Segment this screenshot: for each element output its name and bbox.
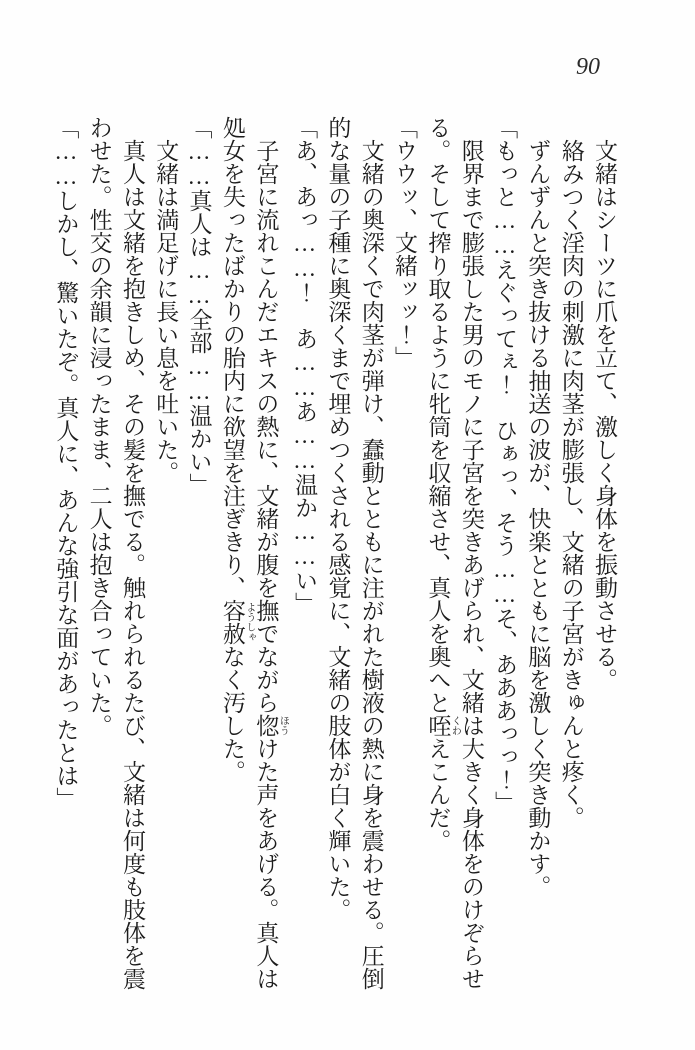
- page-number: 90: [576, 54, 600, 80]
- furigana-annotated-word: 咥 くわ: [425, 714, 461, 737]
- paragraph: 「……真人は……全部……温かい」: [186, 116, 212, 496]
- paragraph: 「……しかし、驚いたぞ。真人に、あんな強引な面があったとは」: [53, 116, 79, 810]
- paragraph: 文緒はシーツに爪を立て、激しく身体を振動させる。: [592, 139, 617, 691]
- paragraph: 子宮に流れこんだエキスの熱に、文緒が腹を撫でながら惚 ほうけた声をあげる。真人は処女を失ったばかりの胎内に欲望を注ぎきり、容赦 ようしゃなく汚した。: [219, 116, 289, 990]
- paragraph: 「あ、あっ……！ あ……あ……温か……い」: [292, 116, 318, 615]
- paragraph: 文緒の奥深くで肉茎が弾け、蠢動とともに注がれた樹液の熱に身を震わせる。圧倒的な量の子種に奥深くまで埋めつくされる感覚に、文緒の肢体が白く輝いた。: [325, 116, 384, 990]
- paragraph: 「ウウッ、文緒ッッ！」: [392, 116, 418, 369]
- text-block: [55, 116, 621, 990]
- furigana-annotated-word: 惚 ほう: [253, 714, 289, 737]
- paragraph: 限界まで膨張した男のモノに子宮を突きあげられ、文緒は大きく身体をのけぞらせる。そして搾り取るように牝筒を収縮させ、真人を奥へと咥 くわえこんだ。: [425, 116, 484, 990]
- paragraph: ずんずんと突き抜ける抽送の波が、快楽とともに脳を激しく突き動かす。: [525, 139, 551, 898]
- furigana-annotated-word: 容赦 ようしゃ: [219, 599, 255, 645]
- paragraph: 絡みつく淫肉の刺激に肉茎が膨張し、文緒の子宮がきゅんと疼く。: [558, 139, 584, 829]
- paragraph: 真人は文緒を抱きしめ、その髪を撫でる。触れられるたび、文緒は何度も肢体を震わせた。性交の余韻に浸ったまま、二人は抱き合っていた。: [86, 116, 145, 990]
- paragraph: 「もっと……えぐってぇ！ ひぁっ、そう……そ、あああっっ！」: [492, 116, 518, 814]
- paragraph: 文緒は満足げに長い息を吐いた。: [153, 139, 179, 484]
